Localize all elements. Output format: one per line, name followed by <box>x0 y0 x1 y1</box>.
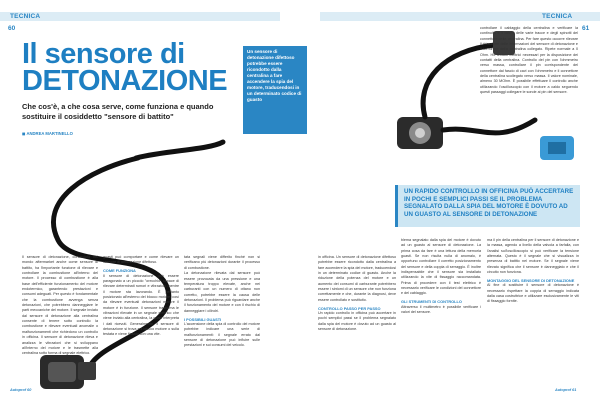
column-3-paragraph: La detonazione rilevata dal sensore può essere provocata da una pressione e una temperatura troppo elevate, anche nei carburanti con un numero di ottano non corretto, potrebbe essere la causa delle detonazioni. Il problema può riguardare anche il funzionamento del motore e con il rischio di danneggiare i cilindri. <box>184 271 260 313</box>
column-3-paragraph: L'accensione della spia di controllo del motore potrebbe indicare una serie di malfunzionamenti: il segnale errato dal sensore di detonazione può influire sulle prestazioni e sui consumi del veicolo. <box>184 322 260 348</box>
section-heading-montaggio: MONTAGGIO DEL SENSORE DI DETONAZIONE <box>487 277 575 283</box>
column-6-paragraph: Al fine di sostituire il sensore di detonazione è necessario rispettare la coppia di serraggio indicata dalla casa costruttrice e utilizzare esclusivamente le viti di fissaggio fornite. <box>487 283 579 304</box>
section-label-right: TECNICA <box>542 13 573 20</box>
column-5-paragraph: blema segnalato dalla spia del motore è dovuto ad un guasto al sensore di detonazione. La prima cosa da fare è una lettura della memoria guasti. Se non risulta nulla di anomalo, è opportuno controllare il corretto posizionamento del sensore e della coppia di serraggio. È inoltre indispensabile che il sensore sia installato utilizzando la vite di fissaggio raccomandata. Prima di procedere con il test elettrico è necessario verificare le condizioni del connettore e del cablaggio. <box>401 238 481 296</box>
section-heading-strumenti: GLI STRUMENTI DI CONTROLLO <box>401 299 462 305</box>
info-box: Un sensore di detonazione difettoso potrebbe essere ricondotto dalla centralina a fare accendere la spia del motore, traducendosi in un determinato codice di guasto <box>243 46 307 134</box>
section-heading-come-funziona: COME FUNZIONA <box>103 268 136 274</box>
body-column-5 <box>401 238 481 385</box>
author-byline: ◼ ANDREA MARTINELLO <box>22 131 73 136</box>
body-column-6 <box>487 238 579 385</box>
footer-right: Autoprof 61 <box>555 388 577 392</box>
body-column-3 <box>184 255 260 385</box>
subtitle: Che cos'è, a che cosa serve, come funziona e quando sostituire il cosiddetto "sensore di battito" <box>22 102 214 121</box>
column-4-paragraph: Un rapido controllo in officina può accertare in pochi semplici passi se il problema segnalato dalla spia del motore è dovuto ad un guasto al sensore di detonazione. <box>318 310 396 331</box>
section-heading-controllo: CONTROLLO PASSO PER PASSO <box>318 305 381 311</box>
body-column-1 <box>22 255 98 385</box>
body-column-2 <box>103 255 179 385</box>
section-heading-guasti: I POSSIBILI GUASTI <box>184 316 222 322</box>
column-2-paragraph: Il sensore di detonazione può essere paragonato a un piccolo "orecchio" capace di rilevare determinati rumori e vibrazioni mentre il motore sta lavorando. È pertanto posizionato all'esterno del blocco motore, così da rilevare eventuali detonazioni mentre il motore è in funzione. Il sensore trasforma le vibrazioni rilevate in un segnale elettrico che viene inviato alla centralina, la quale interpreta i dati ricevuti. Generalmente, il sensore di detonazione si trova sul blocco motore o sulla testata e viene fissato con una vite. <box>103 273 179 337</box>
column-4-paragraph: in officina. Un sensore di detonazione difettoso potrebbe essere ricondotto dalla centralina a fare accendere la spia del motore, traducendosi in un determinato codice di guasto. Anche la riduzione della potenza del motore e un aumento dei consumi di carburante potrebbero essere i sintomi di un sensore che non funziona correttamente e che, durante la diagnosi, deve essere controllato e sostituito. <box>318 255 396 302</box>
column-5-paragraph: Attraverso il multimetro è possibile verificare i valori del sensore. <box>401 304 481 314</box>
column-1-paragraph: Il sensore di detonazione, conosciuto nel mondo aftermarket anche come sensore di battito, ha l'importante funzione di rilevare e controllare la combustione all'interno del motore. Il processo di combustione è alla base dell'efficiente funzionamento del motore endotermico, garantendo prestazioni e consumi adeguati. Per questo è fondamentale che la combustione avvenga senza detonazioni, che potrebbero danneggiare le parti meccaniche del motore. Il segnale inviato dal sensore di detonazione alla centralina consente di tenere sotto controllo la combustione e rilevare eventuali anomalie o malfunzionamenti che richiedono un controllo in officina. Il sensore di detonazione rileva e analizza le vibrazioni che si sviluppano all'interno del motore e le trasmette alla centralina sotto forma di segnale elettrico. <box>22 255 98 356</box>
column-3-paragraph: tata segnali viene differito finché non si verificano più detonazioni durante il processo di combustione. <box>184 255 260 270</box>
callout-box: UN RAPIDO CONTROLLO IN OFFICINA PUÒ ACCERTARE IN POCHI E SEMPLICI PASSI SE IL PROBLEMA SEGNALATO DALLA SPIA DEL MOTORE È DOVUTO AD UN GUASTO AL SENSORE DI DETONAZIONE <box>395 185 580 227</box>
column-6-paragraph: ma il pin della centralina per il sensore di detonazione e la massa, agendo a livello della valvola a farfalla, con l'analisi sull'oscilloscopio si può verificare la tensione alternata. Questo è il segnale che si visualizza in presenza di battito nel motore. Se il segnale viene rilevato significa che il sensore è danneggiato e che il circuito non funziona. <box>487 238 579 275</box>
page-number-right: 61 <box>582 25 590 32</box>
page-title-line1: Il sensore di <box>22 38 185 70</box>
footer-left: Autoprof 60 <box>10 388 32 392</box>
body-column-top-right: controllare il cablaggio della centralina e verificare la continuità e il colore delle varie tracce e degli spinotti del connettore della centralina. Per fare questo occorre rilevare l'ubicazione delle informazioni del sensore di detonazione e il terminale della centralina collegato. Ripete normale a 0 Ohm. Ho testato elettrici necessari per la disposizione dei contatti della centralina. Controllo del pin con l'ohmmetro verso massa, controllare il pin corrispondente del connettore dal fascio di cavi con l'ohmmetro e il connettore della centralina scollegato verso massa. Il valore nominale, almeno 30 MOhm. È possibile effettuare il controllo anche utilizzando l'oscilloscopio con il motore a caldo seguendo questi passaggi collegare le sonde ai pin del sensore. <box>480 26 578 95</box>
page-number-left: 60 <box>8 25 16 32</box>
page-title-line2: DETONAZIONE <box>22 65 228 97</box>
column-2-paragraph: guasti può comportare e come rilevare un sensore di detonazione difettoso. <box>103 255 179 265</box>
header-bar-left <box>0 12 280 21</box>
section-label-left: TECNICA <box>10 13 41 20</box>
author-name: ANDREA MARTINELLO <box>26 131 73 136</box>
body-column-4 <box>318 255 396 385</box>
